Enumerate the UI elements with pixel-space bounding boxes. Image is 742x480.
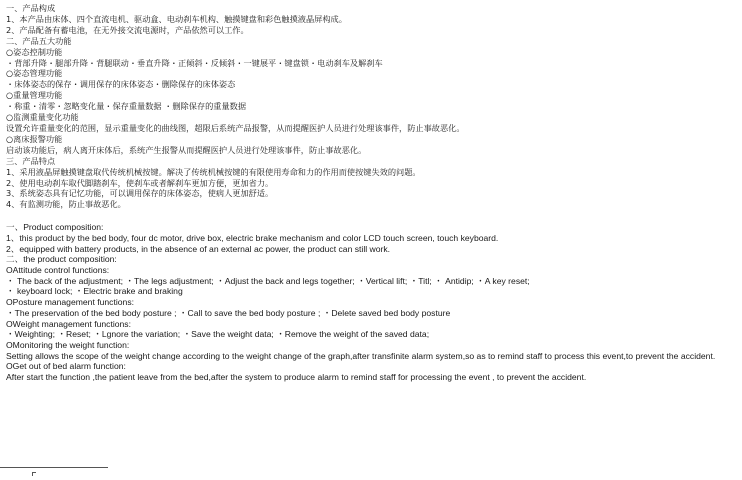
zh-section-3-line-2: 2、使用电动刹车取代脚踏刹车，使刹车或者解刹车更加方便，更加省力。 [6,177,274,188]
zh-offbed-title: ○离床报警功能 [6,133,63,144]
en-attitude-items-line-1: ・ The back of the adjustment; ・The legs adjustment; ・Adjust the back and legs together; ・Vertical lift; ・Titl; ・ Antidip; ・A key reset; [6,275,530,286]
zh-posture-control-title: ○姿态控制功能 [6,46,63,57]
en-weight-title: OWeight management functions: [6,318,131,329]
zh-weight-management-items: ・称重・清零・忽略变化量・保存重量数据 ・删除保存的重量数据 [6,101,247,112]
zh-section-3-title: 三、产品特点 [6,155,56,166]
zh-monitor-description: 设置允许重量变化的范围，显示重量变化的曲线图，超限后系统产品报警，从而提醒医护人员进行处理该事件，防止事故恶化。 [6,122,465,133]
en-section-2-title: 二、the product composition: [6,254,117,265]
zh-section-3-line-3: 3、系统姿态具有记忆功能，可以调用保存的床体姿态，使病人更加舒适。 [6,188,274,199]
zh-section-1-line-2: 2、产品配备有蓄电池，在无外接交流电源时，产品依然可以工作。 [6,24,249,35]
en-offbed-description: After start the function ,the patient leave from the bed,after the system to produce alarm to remind staff for processing the event , to prevent the accident. [6,372,587,383]
en-posture-items: ・The preservation of the bed body posture ; ・Call to save the bed body posture ; ・Delete saved bed body posture [6,307,451,318]
zh-section-1-title: 一、产品构成 [6,3,56,13]
section-spacer [6,210,738,222]
en-section-1-title: 一、Product composition: [6,222,104,233]
zh-section-2-title: 二、产品五大功能 [6,35,72,46]
chinese-section [6,3,738,210]
zh-posture-control-items: ・背部升降・腿部升降・背腿联动・垂直升降・正倾斜・反倾斜・一键展平・键盘锁・电动刹车及解刹车 [6,57,383,68]
en-section-1-line-1: 1、this product by the bed body, four dc motor, drive box, electric brake mechanism and color LCD touch screen, touch keyboard. [6,232,499,243]
zh-section-3-line-1: 1、采用液晶屏触摸键盘取代传统机械按键。解决了传统机械按键的有限使用寿命和力的作用而使按键失效的问题。 [6,166,421,177]
en-weight-items: ・Weighting; ・Reset; ・Lgnore the variation; ・Save the weight data; ・Remove the weight of the saved data; [6,329,430,340]
english-section [6,222,738,383]
en-posture-title: OPosture management functions: [6,297,135,308]
en-offbed-title: OGet out of bed alarm function: [6,361,126,372]
document-body [6,3,738,383]
en-monitor-description: Setting allows the scope of the weight change according to the weight change of the graph,after transfinite alarm system,so as to remind staff to process this event,to prevent the accident. [6,350,716,361]
zh-section-3-line-4: 4、有监测功能，防止事故恶化。 [6,199,126,210]
en-attitude-title: OAttitude control functions: [6,265,110,276]
zh-weight-management-title: ○重量管理功能 [6,90,63,101]
footer-corner-mark [32,472,36,476]
zh-monitor-title: ○监测重量变化功能 [6,112,79,123]
en-attitude-items-line-2: ・ keyboard lock; ・Electric brake and braking [6,286,183,297]
zh-offbed-description: 启动该功能后，病人离开床体后，系统产生报警从而提醒医护人员进行处理该事件，防止事故恶化。 [6,144,367,155]
en-section-1-line-2: 2、equipped with battery products, in the absence of an external ac power, the product can still work. [6,243,391,254]
en-monitor-title: OMonitoring the weight function: [6,339,130,350]
zh-section-1-line-1: 1、本产品由床体、四个直流电机、驱动盒、电动刹车机构、触摸键盘和彩色触摸液晶屏构成。 [6,13,347,24]
footer-divider [0,467,108,480]
zh-posture-management-title: ○姿态管理功能 [6,68,63,79]
zh-posture-management-items: ・床体姿态的保存・调用保存的床体姿态・删除保存的床体姿态 [6,79,236,90]
